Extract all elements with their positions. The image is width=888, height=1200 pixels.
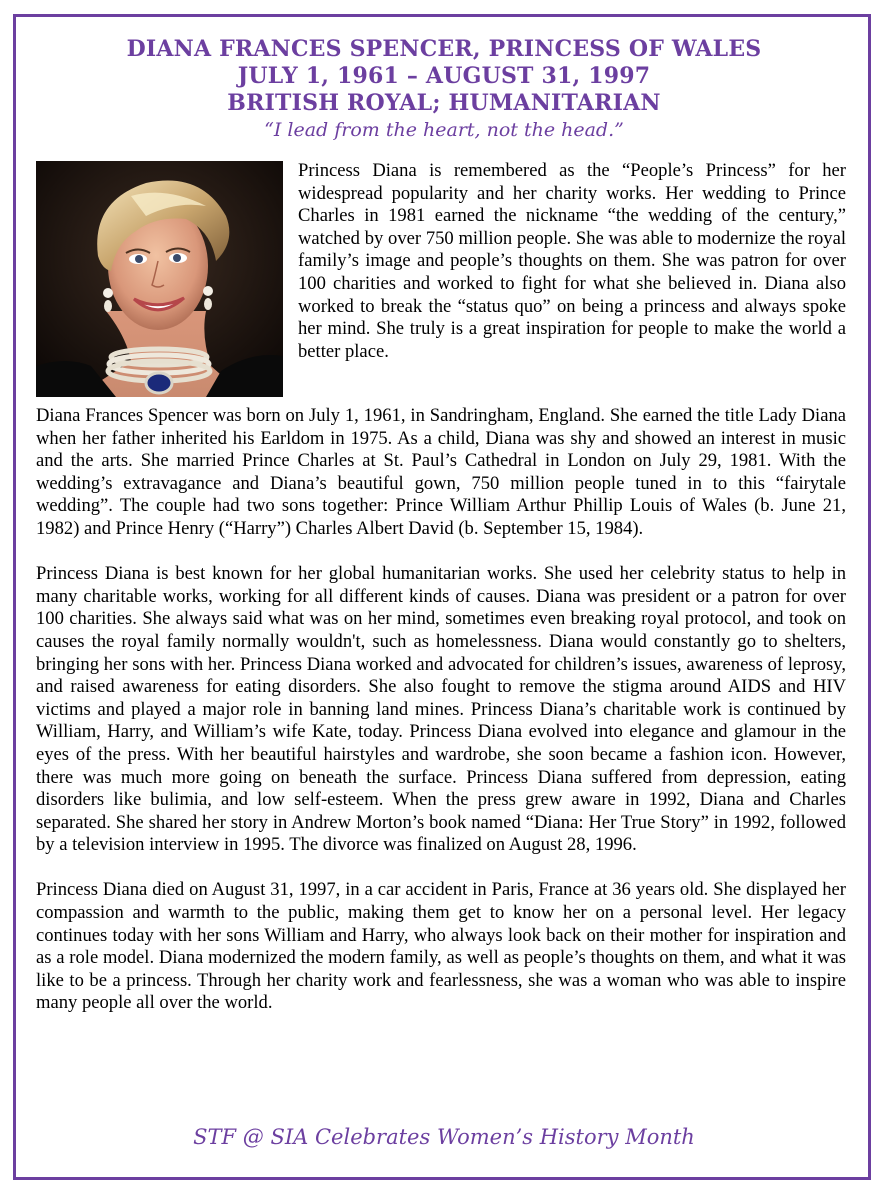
footer-caption: STF @ SIA Celebrates Women’s History Month (193, 1125, 695, 1149)
paragraph-early-life: Diana Frances Spencer was born on July 1, 1961, in Sandringham, England. She earned the title Lady Diana when her father inherited his Earldom in 1975. As a child, Diana was shy and showed an interest in music and the arts. She married Prince Charles at St. Paul’s Cathedral in London on July 29, 1981. With the wedding’s extravagance and Diana’s beautiful gown, 750 million people tuned in to this “fairytale wedding”. The couple had two sons together: Prince William Arthur Phillip Louis of Wales (b. June 21, 1982) and Prince Henry (“Harry”) Charles Albert David (b. September 15, 1984). (36, 405, 846, 539)
title-name: DIANA FRANCES SPENCER, PRINCESS OF WALES (126, 36, 762, 62)
portrait-photo (36, 161, 283, 397)
intro-paragraph: Princess Diana is remembered as the “People’s Princess” for her widespread popularity and her charity works. Her wedding to Prince Charles in 1981 earned the nickname “the wedding of the century,” watched by over 750 million people. She was able to modernize the royal family’s image and people’s thoughts on them. She was patron for over 100 charities and worked to fight for what she believed in. Diana also worked to break the “status quo” on being a princess and always spoke her mind. She truly is a great inspiration for people to make the world a better place. (298, 160, 846, 362)
title-role: BRITISH ROYAL; HUMANITARIAN (227, 90, 661, 116)
header (16, 36, 872, 142)
paragraph-humanitarian: Princess Diana is best known for her global humanitarian works. She used her celebrity status to help in many charitable works, working for all different kinds of causes. Diana was president or a patron for over 100 charities. She always said what was on her mind, sometimes even breaking royal protocol, and took on causes the royal family normally wouldn't, such as homelessness. Diana would constantly go to shelters, bringing her sons with her. Princess Diana worked and advocated for children’s issues, awareness of leprosy, and raised awareness for eating disorders. She also fought to remove the stigma around AIDS and HIV victims and played a major role in banning land mines. Princess Diana’s charitable work is continued by William, Harry, and William’s wife Kate, today. Princess Diana evolved into elegance and glamour in the eyes of the press. With her beautiful hairstyles and wardrobe, she soon became a fashion icon. However, there was much more going on beneath the surface. Princess Diana suffered from depression, eating disorders like bulimia, and low self-esteem. When the press grew aware in 1992, Diana and Charles separated. She shared her story in Andrew Morton’s book named “Diana: Her True Story” in 1992, followed by a television interview in 1995. The divorce was finalized on August 28, 1996. (36, 563, 846, 856)
body-text (36, 405, 846, 1015)
quote: “I lead from the heart, not the head.” (264, 119, 624, 141)
paragraph-legacy: Princess Diana died on August 31, 1997, in a car accident in Paris, France at 36 years old. She displayed her compassion and warmth to the public, making them get to know her on a personal level. Her legacy continues today with her sons William and Harry, who always look back on their mother for inspiration and as a role model. Diana modernized the modern family, as well as people’s thoughts on them, and what it was like to be a princess. Through her charity work and fearlessness, she was a woman who was able to inspire many people all over the world. (36, 879, 846, 1014)
title-dates: JULY 1, 1961 – AUGUST 31, 1997 (237, 63, 651, 89)
